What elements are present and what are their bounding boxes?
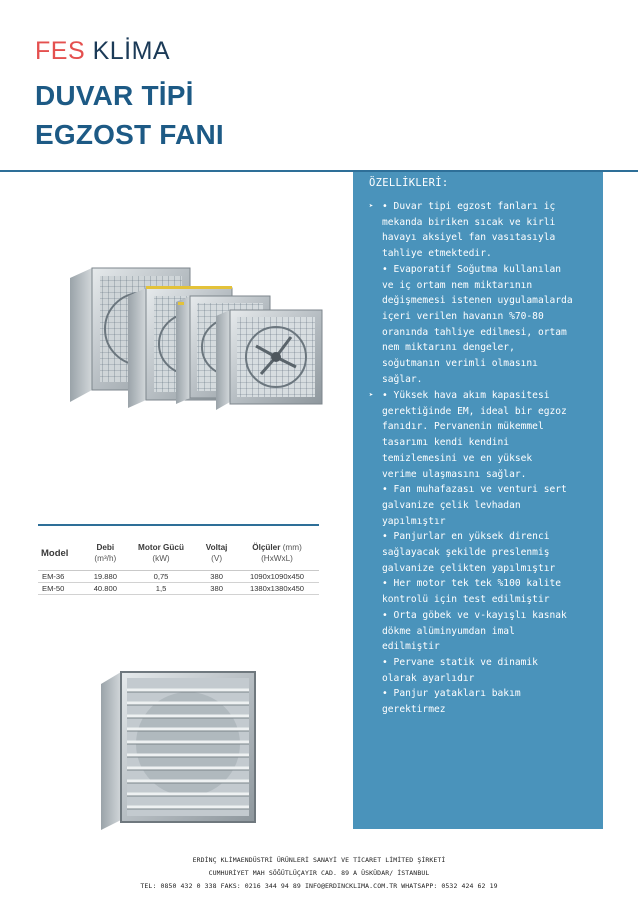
feature-line: nem miktarını dengeler, bbox=[382, 342, 515, 354]
feature-line: verime ulaşmasını sağlar. bbox=[382, 468, 527, 480]
feature-line: • Yüksek hava akım kapasitesi bbox=[382, 390, 550, 401]
spec-table-divider bbox=[38, 524, 319, 526]
footer-address: CUMHURİYET MAH SÖĞÜTLÜÇAYIR CAD. 89 A ÜSKÜDAR/ İSTANBUL bbox=[208, 869, 430, 877]
spec-header-flow: Debi (m³/h) bbox=[94, 543, 117, 564]
features-heading: ÖZELLİKLERİ: bbox=[369, 177, 449, 189]
feature-line: • Pervane statik ve dinamik bbox=[382, 656, 538, 668]
page-title-line-1: DUVAR TİPİ bbox=[35, 80, 194, 111]
feature-line: gerektiğinde EM, ideal bir egzoz bbox=[382, 405, 567, 417]
table-row bbox=[38, 582, 319, 594]
feature-line: galvanize çelikten yapılmıştır bbox=[382, 562, 556, 574]
spec-cell-motor-power: 0,75 bbox=[153, 571, 169, 581]
feature-line: sağlar. bbox=[382, 373, 423, 385]
feature-line: mekanda biriken sıcak ve kirli bbox=[382, 216, 556, 228]
page-title-line-2: EGZOST FANI bbox=[35, 119, 224, 150]
feature-line: oranında tahliye edilmesi, ortam bbox=[382, 326, 567, 338]
brand-logo bbox=[35, 37, 170, 66]
fan-group-product-image bbox=[66, 262, 328, 412]
feature-line: olarak ayarlıdır bbox=[382, 672, 475, 684]
feature-line: sağlayacak şekilde preslenmiş bbox=[382, 547, 550, 559]
feature-block bbox=[369, 388, 585, 718]
feature-line: değişmemesi istenen uygulamalarda bbox=[382, 295, 573, 307]
feature-line: edilmiştir bbox=[382, 641, 440, 653]
spec-cell-dimensions: 1380x1380x450 bbox=[249, 583, 305, 593]
feature-line: • Orta göbek ve v-kayışlı kasnak bbox=[382, 609, 567, 621]
footer-contact: TEL: 0850 432 0 338 FAKS: 0216 344 94 89 INFO@ERDINCKLIMA.COM.TR WHATSAPP: 0532 424 62 19 bbox=[140, 882, 498, 890]
feature-line: yapılmıştır bbox=[382, 515, 446, 527]
table-row bbox=[38, 570, 319, 582]
feature-line: • Fan muhafazası ve venturi sert bbox=[382, 484, 567, 496]
spec-cell-flow: 40.800 bbox=[93, 583, 117, 593]
spec-cell-voltage: 380 bbox=[210, 571, 223, 581]
spec-header-voltage: Voltaj (V) bbox=[205, 543, 228, 564]
spec-cell-model: EM-36 bbox=[42, 571, 65, 581]
feature-line: • Duvar tipi egzost fanları iç bbox=[382, 201, 556, 212]
bullet-arrow-icon: ➤ bbox=[369, 391, 374, 399]
feature-line: ve iç ortam nem miktarının bbox=[382, 279, 533, 291]
feature-line: kontrolü için test edilmiştir bbox=[382, 594, 550, 606]
spec-table bbox=[38, 537, 319, 595]
feature-line: tasarımı kendi kendini bbox=[382, 437, 510, 449]
spec-header-model: Model bbox=[41, 547, 69, 559]
brand-prefix: FES bbox=[35, 37, 86, 65]
feature-line: dökme alüminyumdan imal bbox=[382, 625, 515, 637]
feature-line: temizlemesini ve en yüksek bbox=[382, 452, 533, 464]
spec-cell-voltage: 380 bbox=[210, 583, 223, 593]
feature-line: gerektirmez bbox=[382, 704, 446, 716]
spec-cell-model: EM-50 bbox=[42, 583, 65, 593]
feature-line: içeri verilen havanın %70-80 bbox=[382, 310, 544, 322]
bullet-arrow-icon: ➤ bbox=[369, 202, 374, 210]
feature-text bbox=[382, 199, 585, 387]
footer-company-name: ERDİNÇ KLİMAENDÜSTRİ ÜRÜNLERİ SANAYİ VE TİCARET LİMİTED ŞİRKETİ bbox=[192, 856, 446, 864]
feature-line: • Panjurlar en yüksek direnci bbox=[382, 531, 550, 543]
features-panel bbox=[353, 172, 603, 829]
spec-cell-motor-power: 1,5 bbox=[155, 583, 167, 593]
spec-header-motor-power: Motor Gücü (kW) bbox=[138, 543, 184, 564]
feature-line: tahliye etmektedir. bbox=[382, 248, 492, 260]
spec-table-header-row bbox=[38, 537, 319, 570]
feature-block bbox=[369, 199, 585, 387]
single-fan-product-image bbox=[99, 670, 259, 832]
feature-line: soğutmanın verimli olmasını bbox=[382, 358, 538, 370]
feature-line: • Evaporatif Soğutma kullanılan bbox=[382, 263, 562, 275]
feature-text bbox=[382, 388, 585, 718]
feature-line: • Panjur yatakları bakım bbox=[382, 688, 521, 700]
feature-line: galvanize çelik levhadan bbox=[382, 499, 521, 511]
feature-line: • Her motor tek tek %100 kalite bbox=[382, 578, 562, 590]
feature-line: havayı aksiyel fan vasıtasıyla bbox=[382, 232, 556, 244]
feature-line: fanıdır. Pervanenin mükemmel bbox=[382, 421, 544, 433]
spec-cell-dimensions: 1090x1090x450 bbox=[249, 571, 305, 581]
brand-suffix: KLİMA bbox=[92, 37, 171, 65]
spec-cell-flow: 19.880 bbox=[93, 571, 117, 581]
spec-header-dimensions: Ölçüler (mm) (HxWxL) bbox=[252, 543, 302, 564]
